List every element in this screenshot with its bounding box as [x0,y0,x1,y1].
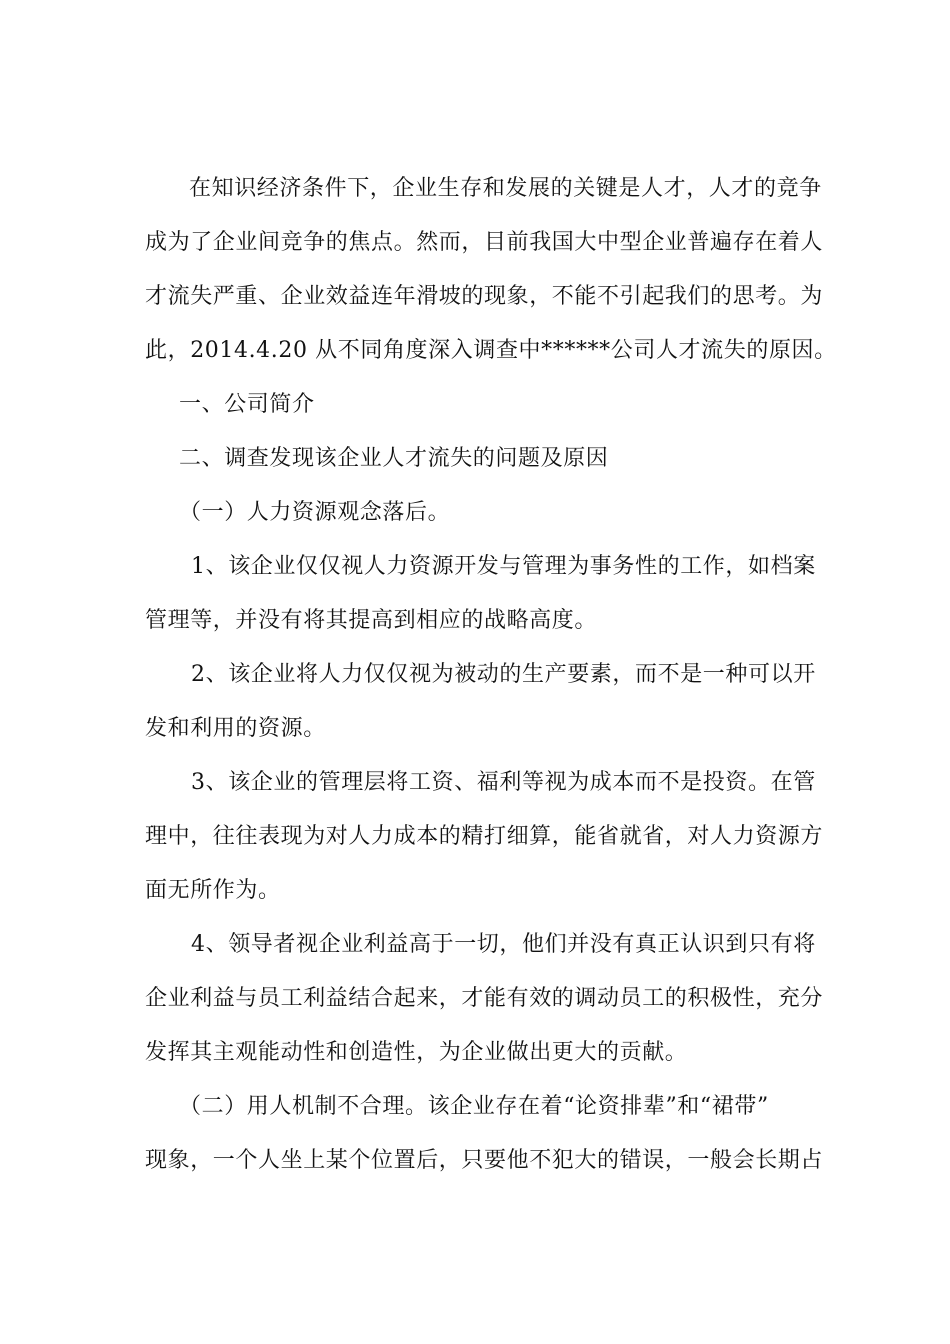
section-heading [145,432,810,486]
text-line: （二）用人机制不合理。该企业存在着“论资排辈”和“裙带” [179,1094,769,1119]
text-line: 此，2014.4.20 从不同角度深入调查中******公司人才流失的原因。 [145,338,837,363]
list-item [145,756,824,918]
text-line: 发挥其主观能动性和创造性，为企业做出更大的贡献。 [145,1040,688,1065]
subsection-paragraph [145,1080,824,1188]
text-line: 4、领导者视企业利益高于一切，他们并没有真正认识到只有将 [191,932,816,957]
intro-paragraph [145,162,837,378]
text-line: 才流失严重、企业效益连年滑坡的现象，不能不引起我们的思考。为 [145,284,824,309]
text-line: （一）人力资源观念落后。 [179,500,451,525]
text-line: 二、调查发现该企业人才流失的问题及原因 [179,446,609,471]
text-line: 面无所作为。 [145,878,281,903]
text-line: 一、公司简介 [179,392,315,417]
text-line: 2、该企业将人力仅仅视为被动的生产要素，而不是一种可以开 [191,662,816,687]
text-line: 管理等，并没有将其提高到相应的战略高度。 [145,608,598,633]
document-page [145,162,837,1188]
list-item [145,918,824,1080]
text-line: 企业利益与员工利益结合起来，才能有效的调动员工的积极性，充分 [145,986,824,1011]
text-line: 3、该企业的管理层将工资、福利等视为成本而不是投资。在管 [191,770,816,795]
text-line: 理中，往往表现为对人力成本的精打细算，能省就省，对人力资源方 [145,824,824,849]
subsection-heading [145,486,810,540]
list-item [145,540,816,648]
text-line: 1、该企业仅仅视人力资源开发与管理为事务性的工作，如档案 [191,554,816,579]
section-heading [145,378,810,432]
list-item [145,648,816,756]
text-line: 在知识经济条件下，企业生存和发展的关键是人才，人才的竞争 [189,176,822,201]
text-line: 现象，一个人坐上某个位置后，只要他不犯大的错误，一般会长期占 [145,1148,824,1173]
text-line: 成为了企业间竞争的焦点。然而，目前我国大中型企业普遍存在着人 [145,230,824,255]
text-line: 发和利用的资源。 [145,716,326,741]
